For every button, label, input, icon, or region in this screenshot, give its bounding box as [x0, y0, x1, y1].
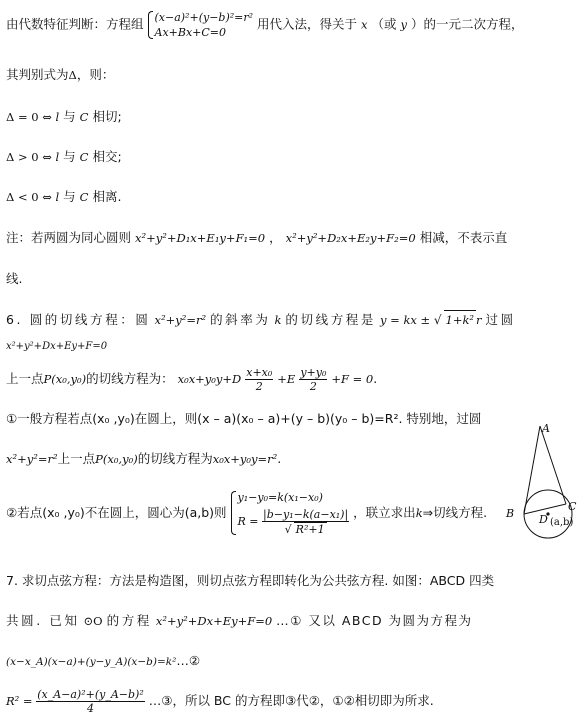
- equation: +E: [277, 372, 296, 386]
- var-c: C: [79, 190, 89, 204]
- equation-system: [231, 490, 350, 536]
- section-7-line: [6, 572, 494, 590]
- sqrt-icon: √: [284, 523, 292, 536]
- text: 过圆: [485, 312, 516, 327]
- equation: Ax+Bx+C=0: [154, 26, 226, 39]
- text: …②: [176, 653, 201, 668]
- equation: x²+y²+D₁x+E₁y+F₁=0: [135, 231, 266, 245]
- section-heading: 7. 求切点弦方程：方法是构造图，则切点弦方程即转化为公共弦方程. 如图：ABCD 四类: [6, 573, 495, 588]
- label-b: B: [506, 507, 515, 520]
- note-line-2: [6, 270, 22, 288]
- text: …① 又以 ABCD 为圆为方程为: [276, 613, 473, 628]
- equation: x²+y²=r²: [6, 452, 58, 466]
- equation-lhs: R =: [237, 515, 263, 528]
- var-l: l: [55, 110, 60, 124]
- point: P(x₀,y₀): [95, 452, 138, 466]
- denominator: 2: [255, 380, 263, 393]
- equation: x²+y²+D₂x+E₂y+F₂=0: [285, 231, 416, 245]
- var-l: l: [55, 150, 60, 164]
- equation: [238, 508, 350, 536]
- text: ）的一元二次方程，: [411, 16, 524, 32]
- fraction: [299, 366, 327, 393]
- label-a: A: [542, 422, 550, 435]
- tangent-diagram: [500, 418, 586, 548]
- condition: Δ > 0 ⇔: [6, 150, 56, 164]
- var-r: r: [476, 313, 482, 327]
- case-tangent: [6, 108, 122, 126]
- equation: x₀x+y₀y=r²: [212, 452, 278, 466]
- text: （或: [371, 16, 397, 32]
- label-center: (a,b): [550, 517, 574, 528]
- delta: Δ: [68, 68, 77, 82]
- numerator: |b−y₁−k(a−x₁)|: [263, 508, 349, 521]
- circle-symbol: ⊙O: [83, 614, 103, 628]
- text: 相切;: [88, 109, 122, 124]
- equation: x²+y²=r²: [154, 313, 207, 327]
- text: 相交;: [88, 149, 122, 164]
- text: .: [373, 371, 378, 386]
- section-6-line: [6, 310, 516, 329]
- text: 的斜率为: [210, 312, 271, 327]
- text: 线.: [6, 271, 23, 286]
- text: 上一点: [6, 371, 44, 386]
- text: 其判别式为: [6, 67, 69, 82]
- text: 的切线方程为: [137, 451, 213, 466]
- label-c: C: [568, 500, 577, 513]
- section-heading: 6. 圆的切线方程：圆: [6, 312, 151, 327]
- denominator: 2: [309, 380, 317, 393]
- equation: y = kx ±: [380, 313, 434, 327]
- var-k: k: [415, 506, 423, 520]
- fraction: [36, 688, 145, 715]
- text: 与: [59, 189, 80, 204]
- equation: (x−a)²+(y−b)²=r²: [154, 11, 254, 24]
- section-7-line-3: [6, 652, 200, 671]
- text: 与: [59, 149, 80, 164]
- text: ⇒切线方程.: [422, 505, 488, 520]
- text: .: [277, 451, 282, 466]
- text: ，: [269, 230, 282, 245]
- text: 由代数特征判断：方程组: [6, 16, 144, 32]
- text: 的方程: [106, 613, 152, 628]
- condition: Δ < 0 ⇔: [6, 190, 56, 204]
- point: P(x₀,y₀): [43, 372, 87, 386]
- point-1-line-2: [6, 450, 281, 468]
- text: 相离.: [88, 189, 122, 204]
- condition: Δ = 0 ⇔: [6, 110, 56, 124]
- denominator: 4: [86, 702, 94, 715]
- equation: +F = 0: [331, 372, 374, 386]
- equation: (x−x_A)(x−a)+(y−y_A)(x−b)=k²: [6, 656, 177, 668]
- text: 用代入法，得关于: [257, 16, 358, 32]
- system-line: [6, 10, 524, 40]
- section-7-line-2: [6, 612, 473, 630]
- equation: x₀x+y₀y+D: [177, 372, 242, 386]
- text: 共圆. 已知: [6, 613, 80, 628]
- text: ②若点(x₀ ,y₀)不在圆上，圆心为(a,b)则: [6, 505, 227, 520]
- text: 相减，不表示直: [419, 230, 508, 245]
- text: 注：若两圆为同心圆则: [6, 230, 132, 245]
- denominator: [262, 522, 349, 536]
- text: 的切线方程是: [285, 312, 377, 327]
- fraction: [262, 508, 349, 536]
- tangent-formula-line: [6, 366, 377, 393]
- var-c: C: [79, 110, 89, 124]
- fraction: [245, 366, 273, 393]
- discriminant-line: [6, 66, 114, 84]
- note-line: [6, 229, 507, 247]
- var-c: C: [79, 150, 89, 164]
- case-intersect: [6, 148, 122, 166]
- var-l: l: [55, 190, 60, 204]
- numerator: (x_A−a)²+(y_A−b)²: [37, 688, 144, 701]
- sqrt-icon: √: [433, 313, 442, 327]
- equation: y₁−y₀=k(x₁−x₀): [237, 491, 323, 504]
- label-d: D: [539, 513, 548, 526]
- var-y: y: [400, 17, 408, 32]
- var-k: k: [274, 313, 282, 327]
- radicand: R²+1: [295, 523, 325, 536]
- text: ，则：: [76, 67, 115, 82]
- tangent-line-ac: [540, 426, 566, 504]
- text: 与: [59, 109, 80, 124]
- equation-lhs: R² =: [6, 694, 37, 708]
- equation-system: [148, 10, 254, 40]
- section-7-line-4: [6, 688, 434, 715]
- equation: x²+y²+Dx+Ey+F=0: [6, 341, 108, 352]
- tangent-line-ab: [524, 426, 540, 514]
- equation: x²+y²+Dx+Ey+F=0: [155, 614, 273, 628]
- text: 的切线方程为：: [86, 371, 174, 386]
- var-x: x: [361, 17, 368, 32]
- text: ，联立求出: [353, 505, 416, 520]
- text: 上一点: [57, 451, 96, 466]
- numerator: y+y₀: [300, 366, 327, 379]
- text: …③，所以 BC 的方程即③代②，①②相切即为所求.: [148, 693, 434, 708]
- case-separate: [6, 188, 121, 206]
- point-2-line: [6, 490, 487, 536]
- text: ①一般方程若点(x₀ ,y₀)在圆上，则(x – a)(x₀ – a)+(y – b)(y₀ – b)=R². 特别地，过圆: [6, 411, 482, 426]
- point-1-line: [6, 410, 481, 428]
- radicand: 1+k²: [444, 310, 477, 329]
- circle-equation-line: [6, 336, 107, 356]
- numerator: x+x₀: [246, 366, 273, 379]
